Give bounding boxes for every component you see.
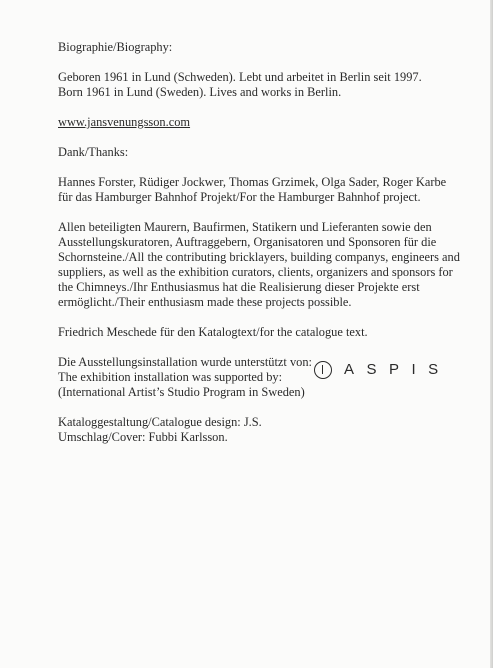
biography-text [58,70,458,100]
website-link[interactable]: www.jansvenungsson.com [58,115,191,129]
thanks-chimneys: Allen beteiligten Maurern, Baufirmen, Statikern und Lieferanten sowie den Ausstellungskuratoren, Auftraggebern, Organisatoren und Sponsoren für die Schornsteine./All the contributing bricklayers, building companys, engineers and suppliers, as well as the exhibition curators, clients, organizers and sponsors for the Chimneys./Ihr Enthusiasmus hat die Realisierung dieser Projekte erst ermöglicht./Their enthusiasm made these projects possible. [58,220,460,309]
thanks-catalogue-text: Friedrich Meschede für den Katalogtext/for the catalogue text. [58,325,368,339]
credits [58,415,458,445]
thanks-hamburger-bahnhof: Hannes Forster, Rüdiger Jockwer, Thomas Grzimek, Olga Sader, Roger Karbe für das Hamburger Bahnhof Projekt/For the Hamburger Bahnhof project. [58,175,447,204]
biography-line-german: Geboren 1961 in Lund (Schweden). Lebt und arbeitet in Berlin seit 1997. [58,70,422,84]
aspis-circle-logo-icon [314,361,332,379]
website-paragraph [58,115,458,130]
catalogue-design-credit: Kataloggestaltung/Catalogue design: J.S. [58,415,262,429]
cover-credit: Umschlag/Cover: Fubbi Karlsson. [58,430,228,444]
aspis-logo-text: ASPIS [344,361,451,378]
aspis-logo [314,358,451,382]
support-section: Die Ausstellungsinstallation wurde unterstützt von: The exhibition installation was supported by: (International Artist’s Studio Program in Sweden) ASPIS [58,355,451,399]
biography-heading: Biographie/Biography: [58,40,173,54]
thanks-heading: Dank/Thanks: [58,145,129,159]
document-content [58,40,458,460]
biography-line-english: Born 1961 in Lund (Sweden). Lives and works in Berlin. [58,85,342,99]
